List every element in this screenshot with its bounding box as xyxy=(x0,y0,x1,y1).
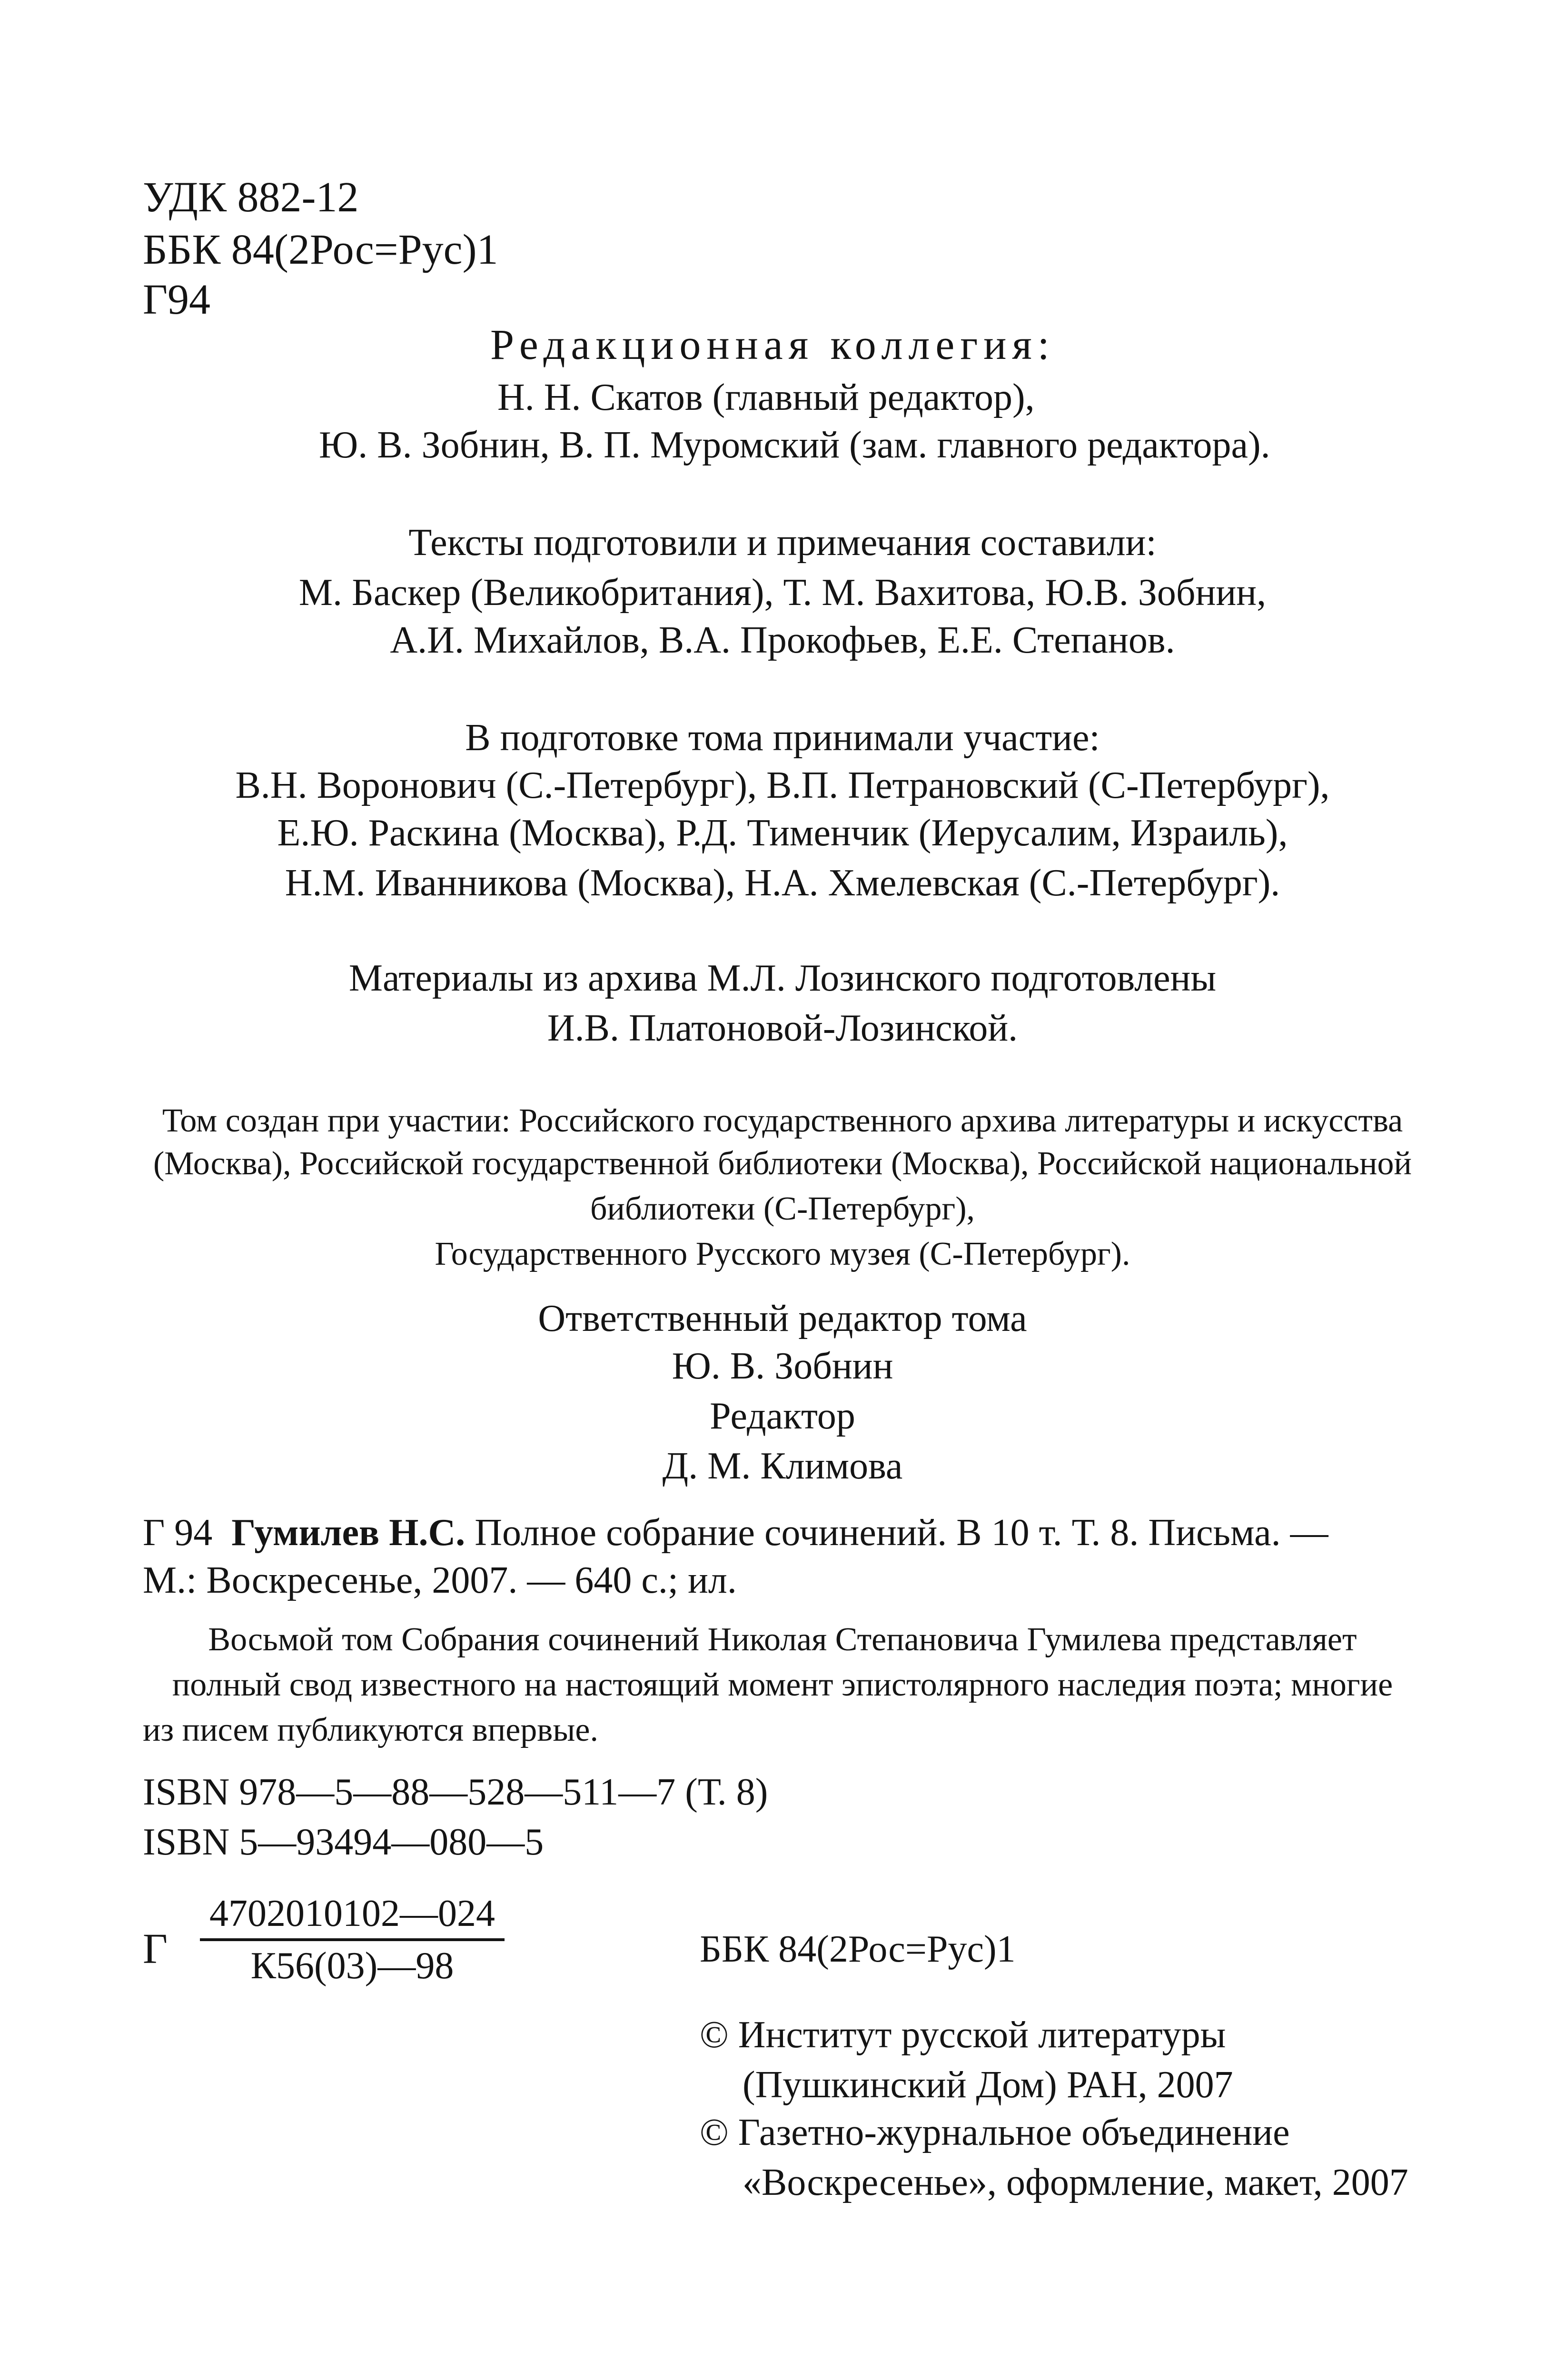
bibliographic-mark: Г 94 xyxy=(143,1512,213,1554)
editorial-board-line-2: Ю. В. Зобнин, В. П. Муромский (зам. главного редактора). xyxy=(319,424,1270,466)
isbn-line-2: ISBN 5—93494—080—5 xyxy=(143,1821,544,1863)
copyright-line-4: «Воскресенье», оформление, макет, 2007 xyxy=(743,2162,1408,2203)
copyright-line-2: (Пушкинский Дом) РАН, 2007 xyxy=(743,2064,1233,2106)
archive-line-1: Материалы из архива М.Л. Лозинского подготовлены xyxy=(348,957,1217,999)
responsible-editor-name: Ю. В. Зобнин xyxy=(672,1345,893,1387)
bbk-code-bottom: ББК 84(2Рос=Рус)1 xyxy=(700,1928,1016,1970)
participants-line-1: В.Н. Воронович (С.-Петербург), В.П. Петрановский (С-Петербург), xyxy=(235,764,1330,806)
editorial-board-title: Редакционная коллегия: xyxy=(490,321,1055,368)
editor-name: Д. М. Климова xyxy=(662,1445,903,1487)
annotation-line-3: из писем публикуются впервые. xyxy=(143,1712,598,1748)
udk-code: УДК 882-12 xyxy=(143,174,359,221)
bbk-fraction-letter: Г xyxy=(143,1925,168,1973)
institutions-line-3: библиотеки (С-Петербург), xyxy=(590,1190,975,1227)
texts-prepared-title: Тексты подготовили и примечания составили: xyxy=(408,522,1157,564)
bbk-fraction-bar xyxy=(200,1938,505,1941)
bbk-fraction xyxy=(143,1894,524,2004)
participants-title: В подготовке тома принимали участие: xyxy=(465,717,1100,759)
annotation-line-1: Восьмой том Собрания сочинений Николая Степановича Гумилева представляет xyxy=(208,1621,1357,1658)
participants-line-2: Е.Ю. Раскина (Москва), Р.Д. Тименчик (Иерусалим, Израиль), xyxy=(277,812,1288,854)
institutions-line-1: Том создан при участии: Российского государственного архива литературы и искусства xyxy=(162,1102,1403,1139)
bbk-fraction-numerator: 4702010102—024 xyxy=(209,1893,495,1934)
bbk-code: ББК 84(2Рос=Рус)1 xyxy=(143,226,498,273)
institutions-line-4: Государственного Русского музея (С-Петербург). xyxy=(435,1236,1130,1272)
bbk-fraction-denominator: К56(03)—98 xyxy=(250,1945,454,1987)
copyright-line-1: © Институт русской литературы xyxy=(700,2014,1226,2056)
bibliographic-title: Полное собрание сочинений. В 10 т. Т. 8. Письма. — xyxy=(475,1512,1328,1554)
participants-line-3: Н.М. Иванникова (Москва), Н.А. Хмелевская (С.-Петербург). xyxy=(285,862,1280,904)
bibliographic-line-2: М.: Воскресенье, 2007. — 640 с.; ил. xyxy=(143,1559,737,1601)
editor-label: Редактор xyxy=(710,1395,855,1437)
copyright-line-3: © Газетно-журнальное объединение xyxy=(700,2112,1290,2153)
bibliographic-author: Гумилев Н.С. xyxy=(231,1512,466,1554)
editorial-board-line-1: Н. Н. Скатов (главный редактор), xyxy=(497,377,1035,418)
annotation-line-2: полный свод известного на настоящий момент эпистолярного наследия поэта; многие xyxy=(172,1666,1393,1703)
isbn-line-1: ISBN 978—5—88—528—511—7 (Т. 8) xyxy=(143,1771,768,1813)
bibliographic-line-1 xyxy=(143,1514,1328,1552)
responsible-editor-label: Ответственный редактор тома xyxy=(538,1298,1027,1339)
texts-prepared-line-2: А.И. Михайлов, В.А. Прокофьев, Е.Е. Степанов. xyxy=(390,619,1175,661)
texts-prepared-line-1: М. Баскер (Великобритания), Т. М. Вахитова, Ю.В. Зобнин, xyxy=(298,572,1267,614)
archive-line-2: И.В. Платоновой-Лозинской. xyxy=(547,1007,1018,1049)
institutions-line-2: (Москва), Российской государственной библиотеки (Москва), Российской национальной xyxy=(153,1145,1412,1182)
author-mark: Г94 xyxy=(143,276,211,323)
